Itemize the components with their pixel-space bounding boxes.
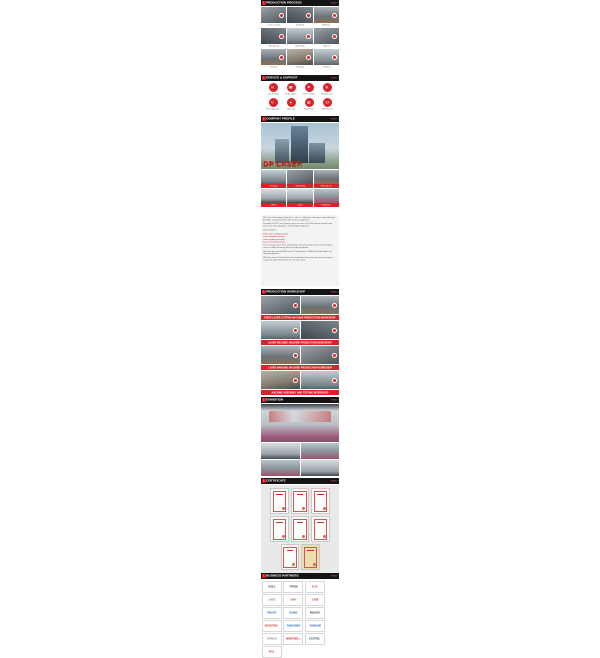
service-caption: Tech Support	[284, 92, 298, 96]
building-shape	[309, 143, 325, 163]
process-photo[interactable]	[261, 49, 286, 65]
process-photo[interactable]	[314, 28, 339, 44]
gallery-cell[interactable]	[261, 170, 286, 188]
partner-logo: PANASONIC	[283, 620, 303, 632]
gallery-cell[interactable]	[261, 189, 286, 207]
workshop-block	[261, 371, 339, 395]
exhibition-photo[interactable]	[261, 443, 300, 459]
service-item	[282, 83, 300, 96]
partner-logo: KOHLER	[305, 607, 325, 619]
service-icon: ★	[287, 98, 296, 107]
certificate-seal-icon	[282, 535, 285, 538]
service-caption: 24H Service	[321, 107, 333, 111]
workshop-photo[interactable]	[301, 346, 340, 364]
certificate-seal-icon	[302, 535, 305, 538]
service-icon: 24	[323, 98, 332, 107]
workshop-block	[261, 321, 339, 345]
certificate-seal-icon	[323, 507, 326, 510]
process-photo[interactable]	[314, 7, 339, 23]
company-description	[261, 215, 339, 286]
more-link[interactable]: more >	[331, 1, 339, 5]
partner-logo: SANY	[283, 594, 303, 606]
certificate-photo[interactable]	[291, 488, 310, 514]
certificate-photo[interactable]	[270, 488, 289, 514]
service-item	[264, 98, 282, 111]
section-title: SERVICE & SUPPORT	[266, 76, 298, 80]
section-title: EXHIBITION	[266, 398, 284, 402]
section-title: CERTIFICATE	[266, 479, 286, 483]
section-header-company-profile	[261, 116, 339, 122]
gallery-caption-bar: Warehouse	[314, 184, 339, 188]
service-icon: ⚙	[323, 83, 332, 92]
company-paragraph: Fiber laser cutting machine	[263, 232, 289, 235]
service-icon: ▤	[305, 98, 314, 107]
company-gallery	[261, 170, 339, 207]
gallery-photo[interactable]	[314, 170, 339, 184]
process-photo[interactable]	[287, 49, 312, 65]
building-shape	[275, 139, 289, 163]
gallery-cell[interactable]	[314, 170, 339, 188]
certificate-photo[interactable]	[301, 544, 320, 570]
section-number-badge: 5	[263, 398, 265, 402]
workshop-photo[interactable]	[261, 321, 300, 339]
partner-logo: SAMSUNG	[305, 620, 325, 632]
gallery-cell[interactable]	[287, 189, 312, 207]
certificate-photo[interactable]	[270, 516, 289, 542]
service-icon: ↻	[269, 98, 278, 107]
gallery-caption-bar: Factory	[261, 184, 286, 188]
partner-logo-grid	[261, 581, 339, 658]
company-building-photo[interactable]	[261, 123, 339, 169]
more-link[interactable]: more >	[331, 398, 339, 402]
company-logo-text: DP LASER	[263, 161, 303, 168]
certificate-seal-icon	[292, 563, 295, 566]
section-title: PRODUCTION PROCESS	[266, 1, 302, 5]
partner-logo: HONEYWELL	[283, 633, 303, 645]
process-photo[interactable]	[261, 7, 286, 23]
process-caption: Machining	[268, 44, 279, 48]
workshop-block	[261, 346, 339, 370]
section-number-badge: 4	[263, 290, 265, 294]
company-paragraph: Main products:	[263, 229, 277, 232]
certificate-seal-icon	[313, 563, 316, 566]
process-photo-cell[interactable]	[314, 28, 339, 48]
partner-logo: CASTROL	[305, 633, 325, 645]
section-header-production-process	[261, 0, 339, 6]
section-header-production-workshop	[261, 289, 339, 295]
service-icon: ⚑	[305, 83, 314, 92]
process-photo[interactable]	[261, 28, 286, 44]
service-support-grid	[261, 81, 339, 116]
production-process-grid	[261, 7, 339, 69]
certificate-photo[interactable]	[311, 488, 330, 514]
workshop-blocks	[261, 296, 339, 395]
partner-logo: DAIKIN	[283, 607, 303, 619]
partner-logo: LINDE	[262, 594, 282, 606]
service-caption: Spare Parts	[303, 107, 315, 111]
exhibition-photo[interactable]	[301, 460, 340, 476]
company-paragraph: Laser marking machine	[263, 238, 285, 241]
process-photo-cell[interactable]	[261, 7, 286, 27]
gallery-caption-bar: Team	[287, 203, 312, 207]
partner-logo: PHILIPS	[262, 607, 282, 619]
process-photo-cell[interactable]	[314, 7, 339, 27]
building-shape	[291, 126, 308, 163]
section-number-badge: 7	[263, 574, 265, 578]
more-link[interactable]: more >	[331, 117, 339, 121]
service-caption: Free Upgrade	[266, 107, 280, 111]
certificate-seal-icon	[282, 507, 285, 510]
service-icon: ✉	[269, 83, 278, 92]
more-link[interactable]: more >	[331, 76, 339, 80]
section-number-badge: 3	[263, 117, 265, 121]
workshop-caption-bar: LASER WELDING MACHINE PRODUCTION WORKSHOP	[261, 340, 339, 345]
more-link[interactable]: more >	[331, 290, 339, 294]
section-title: PRODUCTION WORKSHOP	[266, 290, 305, 294]
section-title: BUSINESS PARTNERS	[266, 574, 299, 578]
process-photo-cell[interactable]	[287, 49, 312, 69]
company-paragraph: We have passed ISO9001 and CE certification. OEM and ODM orders are warmly welcome.	[263, 250, 333, 255]
workshop-photo[interactable]	[301, 371, 340, 389]
section-header-business-partners	[261, 573, 339, 579]
process-caption: Welding	[322, 23, 331, 27]
gallery-photo[interactable]	[287, 189, 312, 203]
company-paragraph: Founded in 2012, our factory covers an area of 20,000 square meters with more than 200 employees and 30 R&D engineers.	[263, 222, 333, 228]
gallery-photo[interactable]	[261, 189, 286, 203]
gallery-caption-bar: Workshop	[287, 184, 312, 188]
exhibition-photo[interactable]	[261, 460, 300, 476]
service-item	[300, 83, 318, 96]
gallery-cell[interactable]	[287, 170, 312, 188]
company-paragraph: Our machines have been exported to more than 120 countries and regions, such as USA, Germany, Russia, India and Brazil.	[263, 244, 334, 249]
service-item	[264, 83, 282, 96]
certificate-seal-icon	[302, 507, 305, 510]
workshop-photo[interactable]	[301, 321, 340, 339]
process-photo-cell[interactable]	[287, 28, 312, 48]
company-paragraph: With the tenet of Quality First and Customer Supreme, we sincerely hope to cooperate with friends from all over the world.	[263, 256, 334, 262]
certificate-photo[interactable]	[281, 544, 300, 570]
service-caption: Warranty	[286, 107, 296, 111]
partner-logo: FUJI	[262, 646, 282, 658]
process-caption: Packing	[322, 65, 331, 69]
service-item	[282, 98, 300, 111]
workshop-caption-bar: LASER MARKING MACHINE PRODUCTION WORKSHOP	[261, 365, 339, 370]
partner-logo: CASE	[305, 594, 325, 606]
service-icon: ☎	[287, 83, 296, 92]
service-caption: Quick Reply	[267, 92, 279, 96]
process-photo[interactable]	[314, 49, 339, 65]
workshop-photo[interactable]	[301, 296, 340, 314]
process-caption: Wiring	[323, 44, 330, 48]
process-photo-cell[interactable]	[314, 49, 339, 69]
service-caption: Maintenance	[321, 92, 333, 96]
more-link[interactable]: more >	[331, 479, 339, 483]
section-title: COMPANY PROFILE	[266, 117, 295, 121]
service-item	[300, 98, 318, 111]
process-photo-cell[interactable]	[261, 28, 286, 48]
more-link[interactable]: more >	[331, 574, 339, 578]
workshop-caption-bar: MACHINE ASSEMBLY AND TESTING WORKSHOP	[261, 390, 339, 395]
workshop-caption-bar: FIBER LASER CUTTING MACHINE PRODUCTION WORKSHOP	[261, 315, 339, 320]
certificate-grid	[261, 485, 339, 573]
process-caption: Assembly	[295, 44, 305, 48]
process-photo-cell[interactable]	[287, 7, 312, 27]
gallery-photo[interactable]	[261, 170, 286, 184]
certificate-seal-icon	[323, 535, 326, 538]
gallery-caption-bar: Exhibition	[314, 203, 339, 207]
partner-logo: DONGFENG	[262, 620, 282, 632]
certificate-photo[interactable]	[291, 516, 310, 542]
process-photo[interactable]	[287, 7, 312, 23]
section-header-exhibition	[261, 397, 339, 403]
process-photo[interactable]	[287, 28, 312, 44]
service-caption: Free Training	[302, 92, 316, 96]
company-paragraph: Laser cleaning machine	[263, 241, 286, 244]
section-number-badge: 6	[263, 479, 265, 483]
workshop-block	[261, 296, 339, 320]
company-paragraph: DP Laser Technology (Jinan) Co., Ltd. is a high-tech enterprise specializing in the R&D, production and sales of laser equipment.	[263, 216, 336, 221]
partner-logo: ALFA	[305, 581, 325, 593]
gallery-caption-bar: Office	[261, 203, 286, 207]
process-photo-cell[interactable]	[261, 49, 286, 69]
page-column	[261, 0, 339, 653]
gallery-photo[interactable]	[314, 189, 339, 203]
process-caption: Bending	[295, 23, 304, 27]
service-item	[318, 83, 336, 96]
exhibition-booth-photo[interactable]	[261, 404, 339, 442]
workshop-photo[interactable]	[261, 346, 300, 364]
exhibition-photo[interactable]	[301, 443, 340, 459]
gallery-photo[interactable]	[287, 170, 312, 184]
workshop-photo[interactable]	[261, 296, 300, 314]
partner-logo: TESLA	[262, 581, 282, 593]
partner-logo: FOTON	[283, 581, 303, 593]
gallery-cell[interactable]	[314, 189, 339, 207]
process-caption: Painting	[296, 65, 304, 69]
section-number-badge: 2	[263, 76, 265, 80]
exhibition-grid	[261, 443, 339, 476]
section-header-certificate	[261, 478, 339, 484]
section-header-service-support	[261, 75, 339, 81]
company-paragraph: Laser welding machine	[263, 235, 285, 238]
process-caption: Laser Cutting	[267, 23, 281, 27]
process-caption: Testing	[270, 65, 278, 69]
partner-logo: HITACHI	[262, 633, 282, 645]
certificate-photo[interactable]	[311, 516, 330, 542]
section-number-badge: 1	[263, 1, 265, 5]
service-item	[318, 98, 336, 111]
workshop-photo[interactable]	[261, 371, 300, 389]
